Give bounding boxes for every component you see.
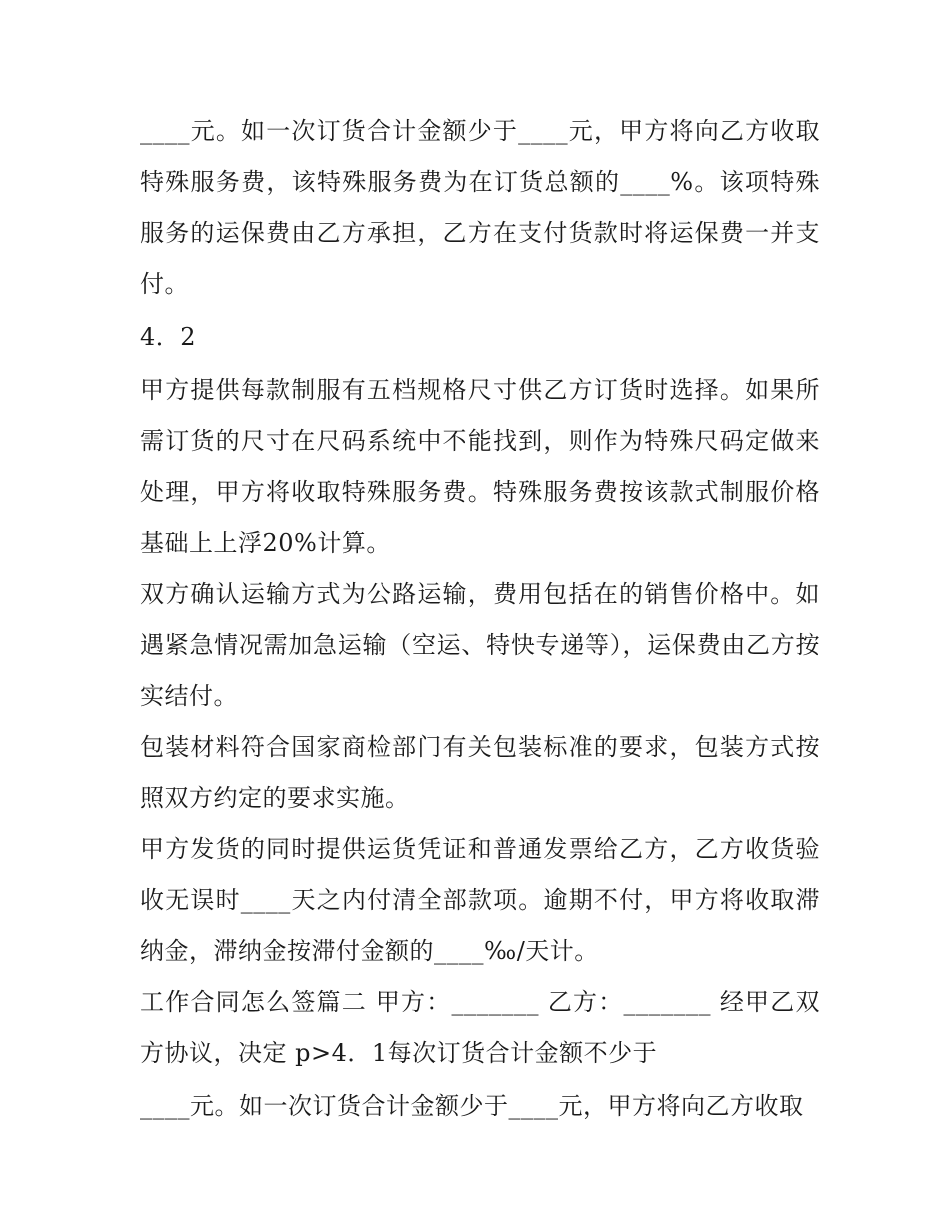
section-number: 4．2 (140, 323, 197, 351)
paragraph-payment: 甲方发货的同时提供运货凭证和普通发票给乙方，乙方收货验收无误时____天之内付清全部款项。逾期不付，甲方将收取滞纳金，滞纳金按滞付金额的____‰/天计。 (140, 835, 820, 965)
paragraph-service-fee-repeat: ____元。如一次订货合计金额少于____元，甲方将向乙方收取 (140, 1092, 804, 1120)
paragraph-sizes: 甲方提供每款制服有五档规格尺寸供乙方订货时选择。如果所需订货的尺寸在尺码系统中不能找到，则作为特殊尺码定做来处理，甲方将收取特殊服务费。特殊服务费按该款式制服价格基础上上浮20%计算。 (140, 376, 820, 557)
paragraph-transport: 双方确认运输方式为公路运输，费用包括在的销售价格中。如遇紧急情况需加急运输（空运、特快专递等），运保费由乙方按实结付。 (140, 580, 820, 710)
paragraph-contract-two: 工作合同怎么签篇二 甲方：_______ 乙方：_______ 经甲乙双方协议，决定 p>4．1每次订货合计金额不少于 (140, 988, 820, 1067)
paragraph-service-fee: ____元。如一次订货合计金额少于____元，甲方将向乙方收取特殊服务费，该特殊服务费为在订货总额的____%。该项特殊服务的运保费由乙方承担，乙方在支付货款时将运保费一并支付。 (140, 117, 820, 298)
paragraph-packaging: 包装材料符合国家商检部门有关包装标准的要求，包装方式按照双方约定的要求实施。 (140, 733, 820, 812)
document-body (140, 106, 820, 1132)
